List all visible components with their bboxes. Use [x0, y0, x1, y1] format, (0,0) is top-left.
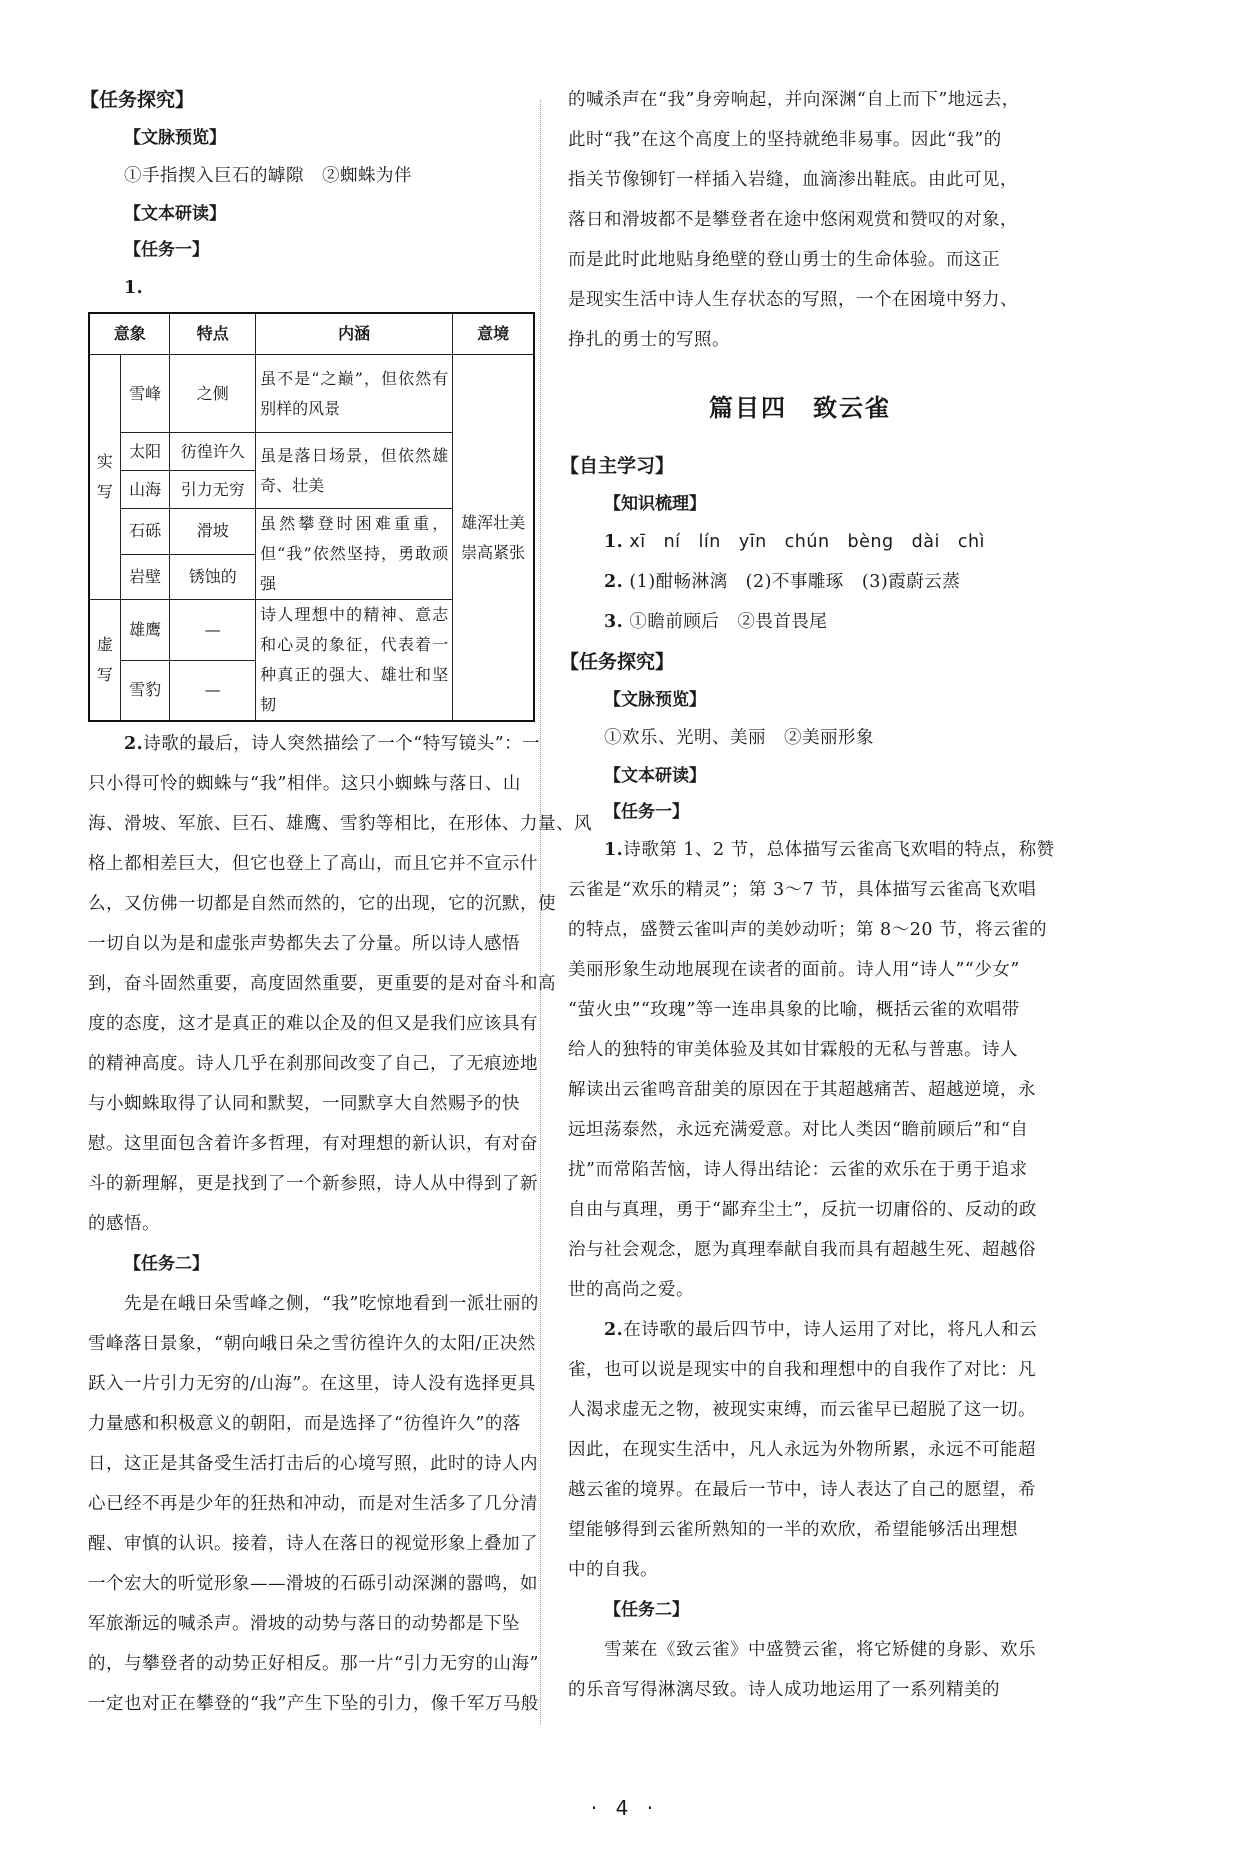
image-cell: 石砾	[120, 509, 170, 555]
section-heading-task-explore-2: 【任务探究】	[560, 651, 675, 673]
mood-cell: 雄浑壮美崇高紧张	[453, 355, 534, 722]
task1-heading: 【任务一】	[124, 240, 209, 260]
task1-heading-2: 【任务一】	[604, 802, 689, 822]
knowledge-answer-3: 3. ①瞻前顾后 ②畏首畏尾	[604, 612, 828, 632]
meaning-cell: 虽然攀登时困难重重，但“我”依然坚持，勇敢顽强	[256, 509, 453, 600]
section-heading-self-study: 【自主学习】	[560, 455, 675, 477]
outline-heading: 【文脉预览】	[124, 128, 226, 148]
image-cell: 雄鹰	[120, 600, 170, 661]
table-row	[89, 355, 534, 433]
question-1-label: 1.	[124, 278, 144, 298]
page-number: · 4 ·	[590, 1796, 660, 1820]
right-column	[560, 80, 1055, 1710]
image-cell: 雪豹	[120, 660, 170, 721]
feature-cell: 引力无穷	[170, 471, 256, 509]
task2-answer: 先是在峨日朵雪峰之侧，“我”吃惊地看到一派壮丽的 雪峰落日景象，“朝向峨日朵之雪彷徨许久的太阳/正决然 跃入一片引力无穷的/山海”。在这里，诗人没有选择更具 力量感和积极意义的朝阳，而是选择了“彷徨许久”的落 日，这正是其备受生活打击后的心境写照，此时的诗人内 心已经不再是少年的狂热和冲动，而是对生活多了几分清 醒、审慎的认识。接着，诗人在落日的视觉形象上叠加了 一个宏大的听觉形象——滑坡的石砾引动深渊的嚣鸣，如 军旅渐远的喊杀声。滑坡的动势与落日的动势都是下坠 的，与攀登者的动势正好相反。那一片“引力无穷的山海” 一定也对正在攀登的“我”产生下坠的引力，像千军万马般	[88, 1294, 539, 1714]
meaning-cell: 虽是落日场景，但依然雄奇、壮美	[256, 433, 453, 509]
header-mood: 意境	[453, 313, 534, 355]
imagery-table	[88, 312, 535, 722]
meaning-cell: 诗人理想中的精神、意志和心灵的象征，代表着一种真正的强大、雄壮和坚韧	[256, 600, 453, 722]
reading-heading: 【文本研读】	[124, 204, 226, 224]
feature-cell: —	[170, 600, 256, 661]
table-header-row	[89, 313, 534, 355]
knowledge-heading: 【知识梳理】	[604, 494, 706, 514]
image-cell: 山海	[120, 471, 170, 509]
image-cell: 太阳	[120, 433, 170, 471]
feature-cell: —	[170, 660, 256, 721]
continued-answer: 的喊杀声在“我”身旁响起，并向深渊“自上而下”地远去， 此时“我”在这个高度上的坚持就绝非易事。因此“我”的 指关节像铆钉一样插入岩缝，血滴渗出鞋底。由此可见， 落日和滑坡都不是攀登者在途中悠闲观赏和赞叹的对象， 而是此时此地贴身绝壁的登山勇士的生命体验。而这正 是现实生活中诗人生存状态的写照，一个在困境中努力、 挣扎的勇士的写照。	[568, 90, 1020, 350]
category-real: 实写	[89, 355, 120, 600]
chapter-title: 篇目四 致云雀	[709, 394, 891, 422]
question-2-answer: 2.诗歌的最后，诗人突然描绘了一个“特写镜头”：一 只小得可怜的蜘蛛与“我”相伴。这只小蜘蛛与落日、山 海、滑坡、军旅、巨石、雄鹰、雪豹等相比，在形体、力量、风 格上都相差巨大，但它也登上了高山，而且它并不宣示什 么，又仿佛一切都是自然而然的，它的出现，它的沉默，使 一切自以为是和虚张声势都失去了分量。所以诗人感悟 到，奋斗固然重要，高度固然重要，更重要的是对奋斗和高 度的态度，这才是真正的难以企及的但又是我们应该具有 的精神高度。诗人几乎在刹那间改变了自己，了无痕迹地 与小蜘蛛取得了认同和默契，一同默享大自然赐予的快 慰。这里面包含着许多哲理，有对理想的新认识，有对奋 斗的新理解，更是找到了一个新参照，诗人从中得到了新 的感悟。	[88, 734, 592, 1234]
feature-cell: 滑坡	[170, 509, 256, 555]
task2-heading: 【任务二】	[124, 1254, 209, 1274]
outline-answer: ①手指揳入巨石的罅隙 ②蜘蛛为伴	[124, 166, 412, 186]
header-imagery: 意象	[89, 313, 170, 355]
knowledge-answer-2: 2. (1)酣畅淋漓 (2)不事雕琢 (3)霞蔚云蒸	[604, 572, 961, 592]
question-2-label: 2.	[124, 734, 144, 754]
right-question-2-answer: 2.在诗歌的最后四节中，诗人运用了对比，将凡人和云 雀，也可以说是现实中的自我和理想中的自我作了对比：凡 人渴求虚无之物，被现实束缚，而云雀早已超脱了这一切。 因此，在现实生活中，凡人永远为外物所累，永远不可能超 越云雀的境界。在最后一节中，诗人表达了自己的愿望，希 望能够得到云雀所熟知的一半的欢欣，希望能够活出理想 中的自我。	[568, 1320, 1038, 1580]
task2-heading-2: 【任务二】	[604, 1600, 689, 1620]
right-question-1-answer: 1.诗歌第 1、2 节，总体描写云雀高飞欢唱的特点，称赞 云雀是“欢乐的精灵”；第 3～7 节，具体描写云雀高飞欢唱 的特点，盛赞云雀叫声的美妙动听；第 8～20 节，将云雀的 美丽形象生动地展现在读者的面前。诗人用“诗人”“少女” “萤火虫”“玫瑰”等一连串具象的比喻，概括云雀的欢唱带 给人的独特的审美体验及其如甘霖般的无私与普惠。诗人 解读出云雀鸣音甜美的原因在于其超越痛苦、超越逆境，永 远坦荡泰然，永远充满爱意。对比人类因“瞻前顾后”和“自 扰”而常陷苦恼，诗人得出结论：云雀的欢乐在于勇于追求 自由与真理，勇于“鄙弃尘土”，反抗一切庸俗的、反动的政 治与社会观念，愿为真理奉献自我而具有超越生死、超越俗 世的高尚之爱。	[568, 840, 1055, 1300]
feature-cell: 锈蚀的	[170, 554, 256, 600]
feature-cell: 之侧	[170, 355, 256, 433]
category-imagined: 虚写	[89, 600, 120, 722]
reading-heading-2: 【文本研读】	[604, 766, 706, 786]
feature-cell: 彷徨许久	[170, 433, 256, 471]
meaning-cell: 虽不是“之巅”，但依然有别样的风景	[256, 355, 453, 433]
header-feature: 特点	[170, 313, 256, 355]
outline-answer-2: ①欢乐、光明、美丽 ②美丽形象	[604, 728, 874, 748]
header-meaning: 内涵	[256, 313, 453, 355]
outline-heading-2: 【文脉预览】	[604, 690, 706, 710]
knowledge-answer-1: 1. xī ní lín yīn chún bèng dài chì	[604, 532, 985, 552]
section-heading-task-explore: 【任务探究】	[80, 89, 195, 111]
right-task2-answer: 雪莱在《致云雀》中盛赞云雀，将它矫健的身影、欢乐 的乐音写得淋漓尽致。诗人成功地运用了一系列精美的	[568, 1640, 1036, 1700]
image-cell: 岩壁	[120, 554, 170, 600]
image-cell: 雪峰	[120, 355, 170, 433]
left-column	[80, 80, 592, 1724]
